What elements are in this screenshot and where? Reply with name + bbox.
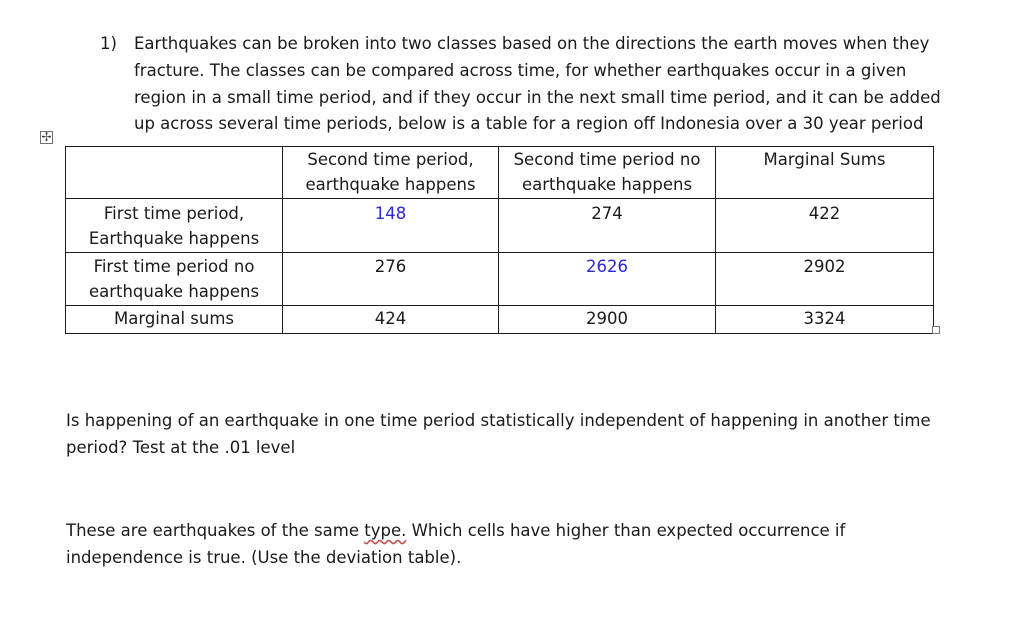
question-text: Earthquakes can be broken into two classes based on the directions the earth moves when they fracture. The classes can be compared across time, for whether earthquakes occur in a given region in a small time period, and if they occur in the next small time period, and it can be added up across several time periods, below is a table for a region off Indonesia over a 30 year period: [134, 34, 941, 134]
table-row: [66, 253, 934, 306]
table-cell[interactable]: 422: [716, 199, 934, 253]
header-cell-corner[interactable]: [66, 147, 283, 199]
row-label[interactable]: First time period, Earthquake happens: [66, 199, 283, 253]
table-cell[interactable]: 276: [283, 253, 499, 306]
table-cell[interactable]: 274: [499, 199, 716, 253]
table-move-handle-icon[interactable]: ✢: [41, 130, 52, 144]
table-cell[interactable]: 2626: [499, 253, 716, 306]
table-header-row: [66, 147, 934, 199]
table-cell[interactable]: 2902: [716, 253, 934, 306]
table-row: [66, 306, 934, 334]
question-number: 1): [100, 34, 117, 53]
header-cell-marginal[interactable]: Marginal Sums: [716, 147, 934, 199]
row-label[interactable]: Marginal sums: [66, 306, 283, 334]
header-cell-second-yes[interactable]: Second time period, earthquake happens: [283, 147, 499, 199]
expected-occurrence-question: [66, 517, 946, 571]
question-1: [100, 31, 960, 138]
row-label[interactable]: First time period no earthquake happens: [66, 253, 283, 306]
header-cell-second-no[interactable]: Second time period no earthquake happens: [499, 147, 716, 199]
table-cell[interactable]: 424: [283, 306, 499, 334]
spellcheck-flagged-word[interactable]: type.: [364, 521, 407, 540]
paragraph-text: These are earthquakes of the same: [66, 521, 365, 540]
table-row: [66, 199, 934, 253]
independence-question: Is happening of an earthquake in one time period statistically independent of happening in another time period? Test at the .01 level: [66, 411, 931, 457]
table-cell[interactable]: 148: [283, 199, 499, 253]
paragraph-text: Which cells have higher than expected occurrence if independence is true. (Use the deviation table).: [66, 521, 846, 567]
table-cell[interactable]: 3324: [716, 306, 934, 334]
contingency-table: [65, 146, 934, 334]
table-cell[interactable]: 2900: [499, 306, 716, 334]
table-resize-handle[interactable]: [932, 326, 940, 334]
